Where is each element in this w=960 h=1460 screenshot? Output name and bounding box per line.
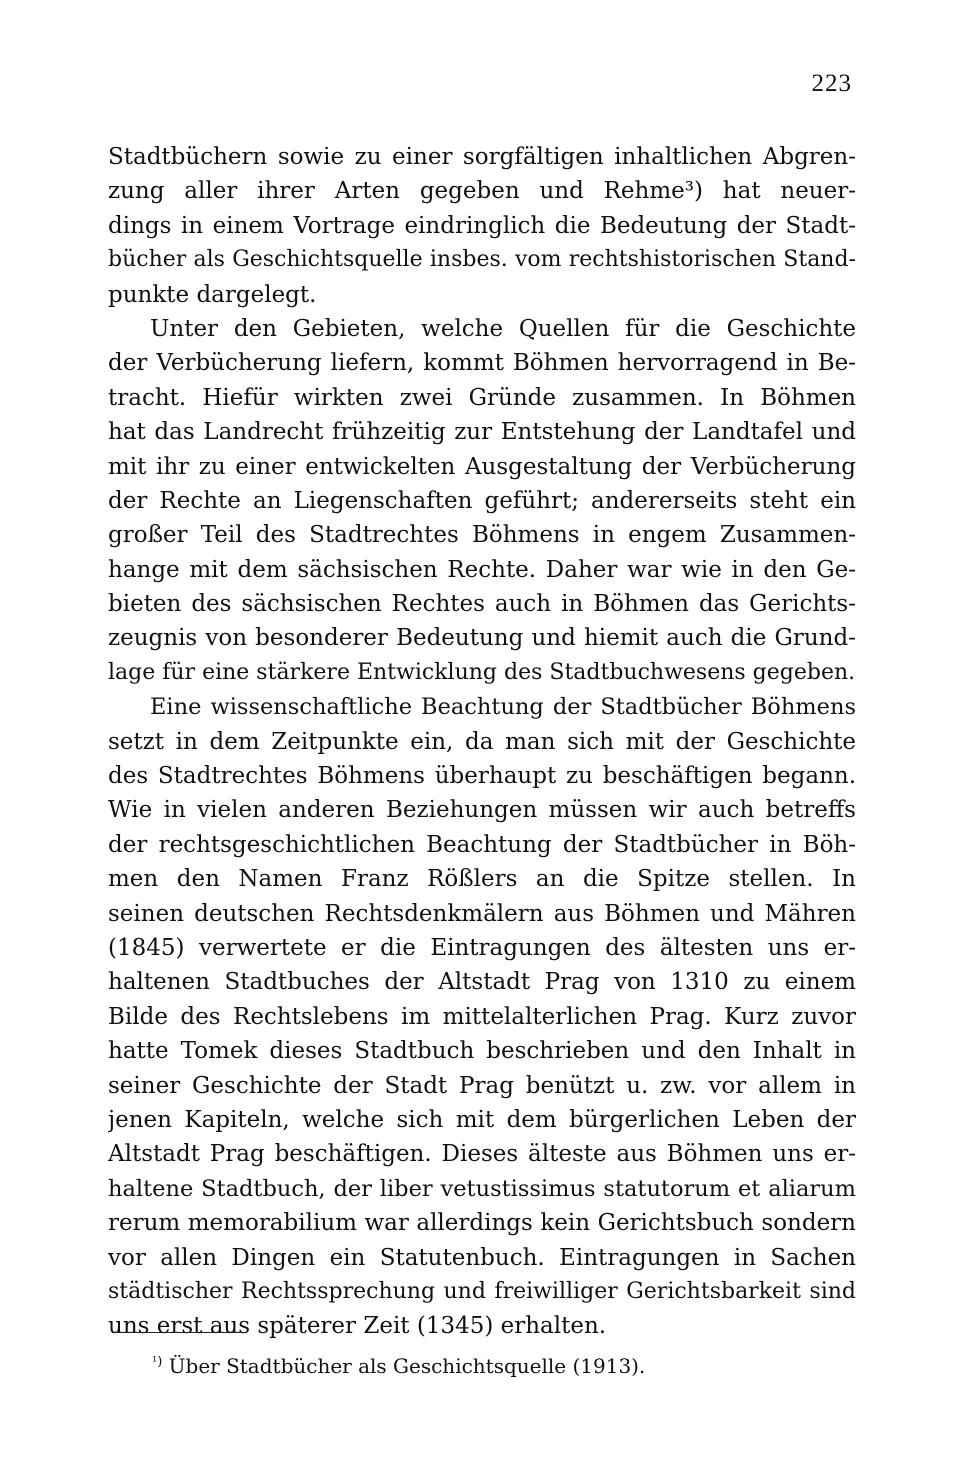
text-line: uns erst aus späterer Zeit (1345) erhalten. [108,1313,607,1340]
text-line: städtischer Rechtssprechung und freiwilliger Gerichtsbarkeit sind [108,1278,856,1304]
text-line: hatte Tomek dieses Stadtbuch beschrieben und den Inhalt in [108,1038,856,1065]
text-line: der rechtsgeschichtlichen Beachtung der Stadtbücher in Böh- [108,831,856,858]
text-line: der Rechte an Liegenschaften geführt; andererseits steht ein [108,487,856,514]
footnote-rule [112,1332,244,1333]
text-line: der Verbücherung liefern, kommt Böhmen hervorragend in Be- [108,350,856,377]
text-line: rerum memorabilium war allerdings kein Gerichtsbuch sondern [108,1210,856,1237]
footnote [152,1354,645,1378]
text-line: seinen deutschen Rechtsdenkmälern aus Böhmen und Mähren [108,900,856,927]
text-line: des Stadtrechtes Böhmens überhaupt zu beschäftigen begann. [108,763,856,790]
text-line: tracht. Hiefür wirkten zwei Gründe zusammen. In Böhmen [108,384,856,411]
text-line: bieten des sächsischen Rechtes auch in Böhmen das Gerichts- [108,591,856,618]
text-line: Stadtbüchern sowie zu einer sorgfältigen inhaltlichen Abgren- [108,144,856,170]
text-line: Eine wissenschaftliche Beachtung der Stadtbücher Böhmens [150,694,856,721]
text-line: zeugnis von besonderer Bedeutung und hiemit auch die Grund- [108,625,856,652]
text-line: haltenen Stadtbuches der Altstadt Prag von 1310 zu einem [108,969,856,996]
text-line: punkte dargelegt. [108,281,317,308]
text-line: Unter den Gebieten, welche Quellen für die Geschichte [150,315,856,342]
text-line: Altstadt Prag beschäftigen. Dieses älteste aus Böhmen uns er- [108,1141,856,1168]
footnote-text: Über Stadtbücher als Geschichtsquelle (1913). [168,1354,646,1378]
text-line: haltene Stadtbuch, der liber vetustissimus statutorum et aliarum [108,1175,856,1202]
page-number: 223 [811,70,852,97]
text-line: (1845) verwertete er die Eintragungen des ältesten uns er- [108,934,856,961]
text-line: men den Namen Franz Rößlers an die Spitze stellen. In [108,866,856,893]
text-line: jenen Kapiteln, welche sich mit dem bürgerlichen Leben der [108,1106,856,1133]
text-line: bücher als Geschichtsquelle insbes. vom rechtshistorischen Stand- [108,247,856,273]
text-line: hat das Landrecht frühzeitig zur Entstehung der Landtafel und [108,419,856,446]
text-line: großer Teil des Stadtrechtes Böhmens in engem Zusammen- [108,522,856,549]
text-line: hange mit dem sächsischen Rechte. Daher war wie in den Ge- [108,556,856,583]
text-line: zung aller ihrer Arten gegeben und Rehme³) hat neuer- [108,178,856,205]
text-line: Wie in vielen anderen Beziehungen müssen wir auch betreffs [108,797,856,824]
text-line: lage für eine stärkere Entwicklung des Stadtbuchwesens gegeben. [108,659,856,685]
footnote-marker: ¹) [152,1354,163,1370]
text-line: Bilde des Rechtslebens im mittelalterlichen Prag. Kurz zuvor [108,1003,856,1030]
text-line: vor allen Dingen ein Statutenbuch. Eintragungen in Sachen [108,1244,856,1271]
text-line: seiner Geschichte der Stadt Prag benützt u. zw. vor allem in [108,1072,856,1099]
text-line: setzt in dem Zeitpunkte ein, da man sich mit der Geschichte [108,728,856,755]
text-line: dings in einem Vortrage eindringlich die Bedeutung der Stadt- [108,212,856,239]
body-text [108,140,856,1344]
text-line: mit ihr zu einer entwickelten Ausgestaltung der Verbücherung [108,453,856,480]
